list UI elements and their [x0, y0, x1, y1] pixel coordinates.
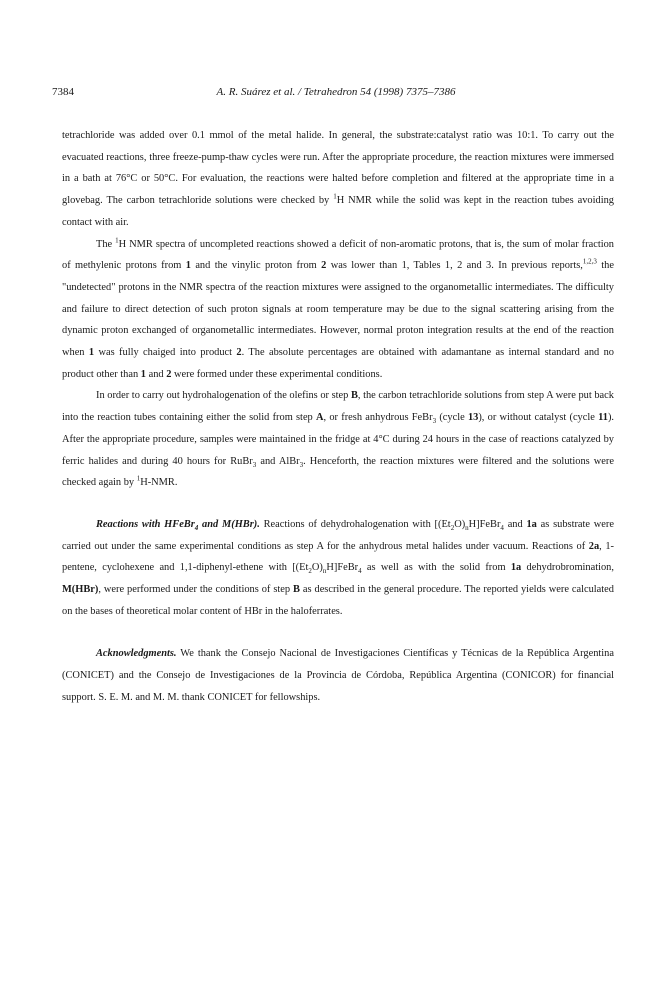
- page-number: 7384: [52, 86, 74, 98]
- paragraph-experimental-procedure: tetrachloride was added over 0.1 mmol of the metal halide. In general, the substrate:catalyst ratio was 10:1. To carry out the evacuated reactions, three freeze-pump-thaw cycles were run. After the appropriate procedure, the reaction mixtures were immersed in a bath at 76°C or 50°C. For evaluation, the reactions were halted before completion and filtered at the appropriate time in a glovebag. The carbon tetrachloride solutions were checked by $^1$H NMR while the solid was kept in the reaction tubes avoiding contact with air.: [62, 130, 614, 228]
- paragraph-hydrohalogenation: In order to carry out hydrohalogenation of the olefins or step B, the carbon tetrachloride solutions from step A were put back into the reaction tubes containing either the solid from step A, or fresh anhydrous FeBr$_3$ (cycle 13), or without catalyst (cycle 11). After the appropriate procedure, samples were maintained in the fridge at 4°C during 24 hours in the case of reactions catalyzed by ferric halides and during 40 hours for RuBr$_3$ and AlBr$_3$. Henceforth, the reaction mixtures were filtered and the solutions were checked again by $^1$H-NMR.: [62, 390, 614, 489]
- paragraph-reactions-hfebr4: Reactions with HFeBr$_4$ and M(HBr). Reactions of dehydrohalogenation with $[(Et_2O)_nH]FeBr_4$ and 1a as substrate were carried out under the same experimental conditions as step A for the anhydrous metal halides under vacuum. Reactions of 2a, 1-pentene, cyclohexene and 1,1-diphenyl-ethene with $[(Et_2O)_nH]FeBr_4$ as well as with the solid from 1a dehydrobromination, M(HBr), were performed under the conditions of step B as described in the general procedure. The reported yields were calculated on the bases of theoretical molar content of HBr in the haloferrates.: [62, 518, 614, 617]
- paragraph-nmr-results: The $^1$H NMR spectra of uncompleted reactions showed a deficit of non-aromatic protons, that is, the sum of molar fraction of methylenic protons from 1 and the vinylic proton from 2 was lower than 1, Tables 1, 2 and 3. In previous reports,$^{1,2,3}$ the "undetected" protons in the NMR spectra of the reaction mixtures were assigned to the organometallic intermediates. The difficulty and failure to direct detection of such proton signals at room temperature may be due to the signal scattering arising from the dynamic proton exchanged of organometallic intermediates. However, normal proton integration results at the end of the reaction when 1 was fully chaiged into product 2. The absolute percentages are obtained with adamantane as internal standard and no product other than 1 and 2 were formed under these experimental conditions.: [62, 236, 615, 380]
- section-run-in-heading: Reactions with HFeBr$_4$ and M(HBr).: [96, 518, 260, 533]
- paragraph-acknowledgments: Acknowledgments. We thank the Consejo Nacional de Investigaciones Científicas y Técnicas de la República Argentina (CONICET) and the Consejo de Investigaciones de la Provincia de Córdoba, República Argentina (CONICOR) for financial support. S. E. M. and M. M. thank CONICET for fellowships.: [62, 648, 614, 703]
- acknowledgments-heading: Acknowledgments.: [96, 648, 177, 660]
- body-text: [62, 125, 614, 709]
- running-head: A. R. Suárez et al. / Tetrahedron 54 (1998) 7375–7386: [216, 86, 456, 98]
